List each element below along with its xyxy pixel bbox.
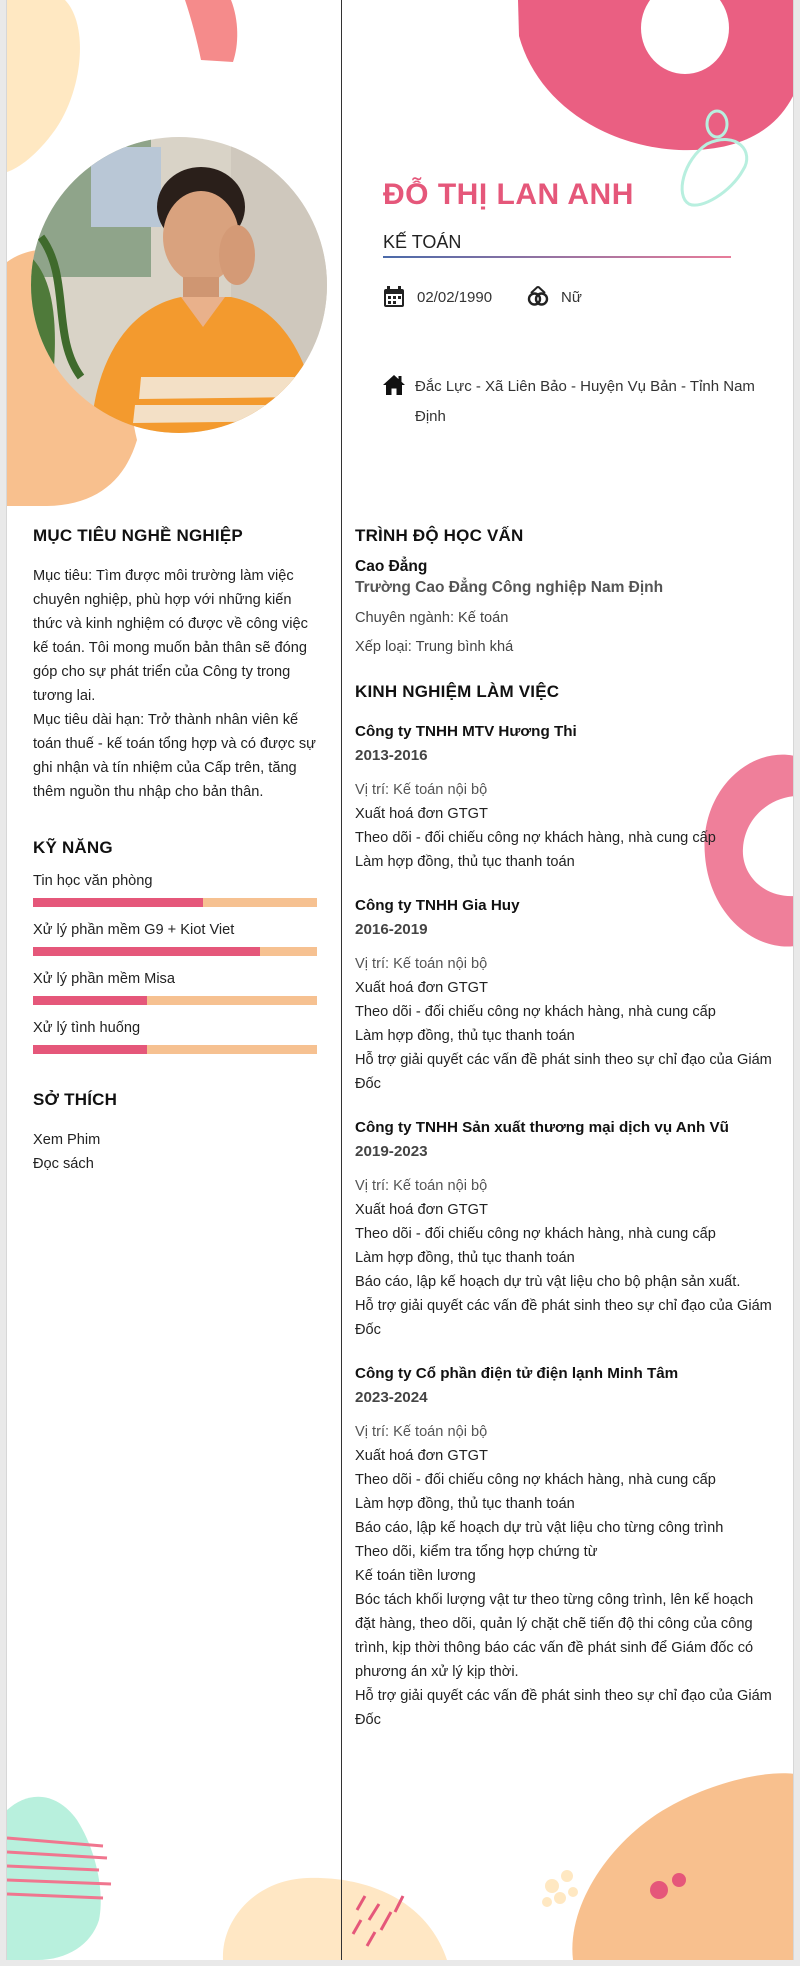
skill-name: Tin học văn phòng bbox=[33, 873, 153, 889]
job-position: Vị trí: Kế toán nội bộ bbox=[355, 956, 488, 972]
job-task: Xuất hoá đơn GTGT bbox=[355, 1202, 488, 1218]
skill-level-fill bbox=[33, 996, 147, 1005]
skill-level-fill bbox=[33, 898, 203, 907]
job-task: Làm hợp đồng, thủ tục thanh toán bbox=[355, 854, 575, 870]
skill-level-fill bbox=[33, 947, 260, 956]
skill-item bbox=[33, 1020, 321, 1054]
hobbies-list bbox=[33, 1128, 321, 1176]
gender-icon bbox=[527, 286, 549, 308]
company-name: Công ty Cổ phần điện tử điện lạnh Minh Tâm bbox=[355, 1365, 679, 1382]
skills-list bbox=[33, 873, 321, 1054]
job-task: Xuất hoá đơn GTGT bbox=[355, 806, 488, 822]
job-task: Theo dõi - đối chiếu công nợ khách hàng, nhà cung cấp bbox=[355, 1004, 716, 1020]
candidate-name: ĐỖ THỊ LAN ANH bbox=[383, 178, 634, 211]
job-entry bbox=[355, 1362, 775, 1732]
birthday-text: 02/02/1990 bbox=[417, 288, 493, 306]
job-entry bbox=[355, 1116, 775, 1342]
job-task: Hỗ trợ giải quyết các vấn đề phát sinh theo sự chỉ đạo của Giám Đốc bbox=[355, 1052, 772, 1092]
job-entry bbox=[355, 720, 775, 874]
education-level: Cao Đẳng bbox=[355, 558, 428, 575]
job-task: Làm hợp đồng, thủ tục thanh toán bbox=[355, 1250, 575, 1266]
job-period: 2016-2019 bbox=[355, 921, 428, 938]
title-underline bbox=[383, 256, 731, 258]
skill-item bbox=[33, 922, 321, 956]
skill-name: Xử lý tình huống bbox=[33, 1020, 141, 1036]
job-period: 2023-2024 bbox=[355, 1389, 428, 1406]
job-position: Vị trí: Kế toán nội bộ bbox=[355, 782, 488, 798]
column-divider bbox=[341, 0, 342, 1960]
profile-photo bbox=[31, 137, 327, 433]
address-row bbox=[383, 372, 763, 432]
job-period: 2013-2016 bbox=[355, 747, 428, 764]
right-column bbox=[355, 526, 775, 1732]
education-rank: Xếp loại: Trung bình khá bbox=[355, 639, 514, 655]
skill-bar bbox=[33, 898, 317, 907]
skill-bar bbox=[33, 996, 317, 1005]
calendar-icon bbox=[383, 286, 405, 308]
address-text: Đắc Lực - Xã Liên Bảo - Huyện Vụ Bản - Tỉnh Nam Định bbox=[415, 378, 755, 425]
skills-heading: KỸ NĂNG bbox=[33, 838, 113, 857]
skill-level-fill bbox=[33, 1045, 147, 1054]
job-entry bbox=[355, 894, 775, 1096]
skill-bar bbox=[33, 1045, 317, 1054]
job-task: Theo dõi - đối chiếu công nợ khách hàng, nhà cung cấp bbox=[355, 1472, 716, 1488]
hobbies-heading: SỞ THÍCH bbox=[33, 1090, 118, 1109]
job-task: Hỗ trợ giải quyết các vấn đề phát sinh theo sự chỉ đạo của Giám Đốc bbox=[355, 1298, 772, 1338]
education-major: Chuyên ngành: Kế toán bbox=[355, 610, 509, 626]
job-position: Vị trí: Kế toán nội bộ bbox=[355, 1178, 488, 1194]
education-school: Trường Cao Đẳng Công nghiệp Nam Định bbox=[355, 579, 664, 596]
job-task: Theo dõi, kiểm tra tổng hợp chứng từ bbox=[355, 1544, 598, 1560]
gender-row bbox=[527, 286, 582, 308]
education-heading: TRÌNH ĐỘ HỌC VẤN bbox=[355, 526, 524, 545]
cv-page bbox=[6, 0, 794, 1960]
company-name: Công ty TNHH Sản xuất thương mại dịch vụ Anh Vũ bbox=[355, 1119, 729, 1136]
job-position: Vị trí: Kế toán nội bộ bbox=[355, 1424, 488, 1440]
hobby-item: Đọc sách bbox=[33, 1156, 94, 1172]
skill-name: Xử lý phần mềm G9 + Kiot Viet bbox=[33, 922, 235, 938]
experience-heading: KINH NGHIỆM LÀM VIỆC bbox=[355, 682, 560, 701]
job-task: Xuất hoá đơn GTGT bbox=[355, 1448, 488, 1464]
skill-item bbox=[33, 971, 321, 1005]
job-task: Theo dõi - đối chiếu công nợ khách hàng, nhà cung cấp bbox=[355, 830, 716, 846]
decor-bottom-shapes bbox=[7, 1770, 794, 1960]
job-task: Theo dõi - đối chiếu công nợ khách hàng, nhà cung cấp bbox=[355, 1226, 716, 1242]
job-task: Làm hợp đồng, thủ tục thanh toán bbox=[355, 1028, 575, 1044]
gender-text: Nữ bbox=[561, 288, 582, 306]
objective-long-term: Mục tiêu dài hạn: Trở thành nhân viên kế toán thuế - kế toán tổng hợp và có được sự ghi nhận và tín nhiệm của Cấp trên, tăng thêm nguồn thu nhập cho bản thân. bbox=[33, 712, 316, 800]
home-icon bbox=[383, 372, 405, 432]
company-name: Công ty TNHH MTV Hương Thi bbox=[355, 723, 577, 740]
job-task: Xuất hoá đơn GTGT bbox=[355, 980, 488, 996]
skill-item bbox=[33, 873, 321, 907]
skill-name: Xử lý phần mềm Misa bbox=[33, 971, 175, 987]
company-name: Công ty TNHH Gia Huy bbox=[355, 897, 520, 914]
left-column bbox=[33, 526, 321, 1176]
job-task: Kế toán tiền lương bbox=[355, 1568, 476, 1584]
job-task: Báo cáo, lập kế hoạch dự trù vật liệu cho từng công trình bbox=[355, 1520, 724, 1536]
job-task: Làm hợp đồng, thủ tục thanh toán bbox=[355, 1496, 575, 1512]
job-title: KẾ TOÁN bbox=[383, 232, 462, 252]
skill-bar bbox=[33, 947, 317, 956]
job-task: Hỗ trợ giải quyết các vấn đề phát sinh theo sự chỉ đạo của Giám Đốc bbox=[355, 1688, 772, 1728]
objective-short-term: Mục tiêu: Tìm được môi trường làm việc chuyên nghiệp, phù hợp với những kiến thức và kinh nghiệm có được về công việc kế toán. Tôi mong muốn bản thân sẽ đóng góp cho sự phát triển của Công ty trong tương lai. bbox=[33, 568, 308, 704]
objective-heading: MỤC TIÊU NGHỀ NGHIỆP bbox=[33, 526, 243, 545]
job-period: 2019-2023 bbox=[355, 1143, 428, 1160]
job-task: Báo cáo, lập kế hoạch dự trù vật liệu cho bộ phận sản xuất. bbox=[355, 1274, 741, 1290]
birthday-row bbox=[383, 286, 492, 308]
hobby-item: Xem Phim bbox=[33, 1132, 101, 1148]
job-task: Bóc tách khối lượng vật tư theo từng công trình, lên kế hoạch đặt hàng, theo dõi, quản lý chặt chẽ tiến độ thi công của công trình, kịp thời thông báo các vấn đề phát sinh để Giám đốc có phương án xử lý kịp thời. bbox=[355, 1592, 754, 1680]
